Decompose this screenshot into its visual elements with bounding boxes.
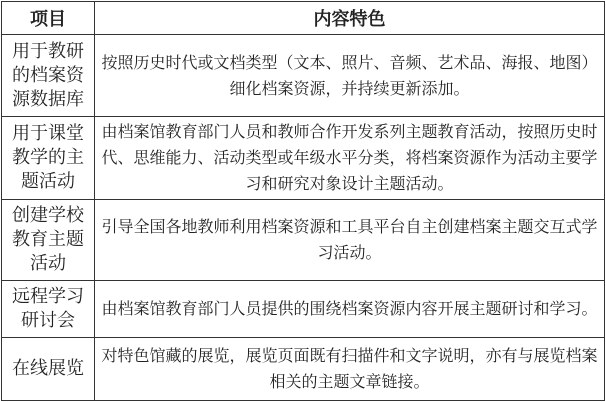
row-item-label: 用于教研的档案资源数据库 bbox=[2, 35, 95, 117]
row-item-label: 在线展览 bbox=[2, 338, 95, 401]
row-content-text: 引导全国各地教师利用档案资源和工具平台自主创建档案主题交互式学习活动。 bbox=[95, 200, 605, 281]
row-content-text: 对特色馆藏的展览，展览页面既有扫描件和文字说明，亦有与展览档案相关的主题文章链接。 bbox=[95, 338, 605, 401]
features-table bbox=[1, 1, 605, 401]
row-item-label: 远程学习研讨会 bbox=[2, 281, 95, 338]
row-item-label: 创建学校教育主题活动 bbox=[2, 200, 95, 281]
row-content-text: 按照历史时代或文档类型（文本、照片、音频、艺术品、海报、地图）细化档案资源，并持续更新添加。 bbox=[95, 35, 605, 117]
row-item-label: 用于课堂教学的主题活动 bbox=[2, 117, 95, 200]
row-content-text: 由档案馆教育部门人员提供的围绕档案资源内容开展主题研讨和学习。 bbox=[95, 281, 605, 338]
table-row bbox=[2, 338, 605, 401]
header-row bbox=[2, 2, 605, 35]
table-row bbox=[2, 200, 605, 281]
table-row bbox=[2, 35, 605, 117]
row-content-text: 由档案馆教育部门人员和教师合作开发系列主题教育活动，按照历史时代、思维能力、活动类型或年级水平分类，将档案资源作为活动主要学习和研究对象设计主题活动。 bbox=[95, 117, 605, 200]
header-content: 内容特色 bbox=[95, 2, 605, 35]
table-row bbox=[2, 281, 605, 338]
table-row bbox=[2, 117, 605, 200]
header-item: 项目 bbox=[2, 2, 95, 35]
